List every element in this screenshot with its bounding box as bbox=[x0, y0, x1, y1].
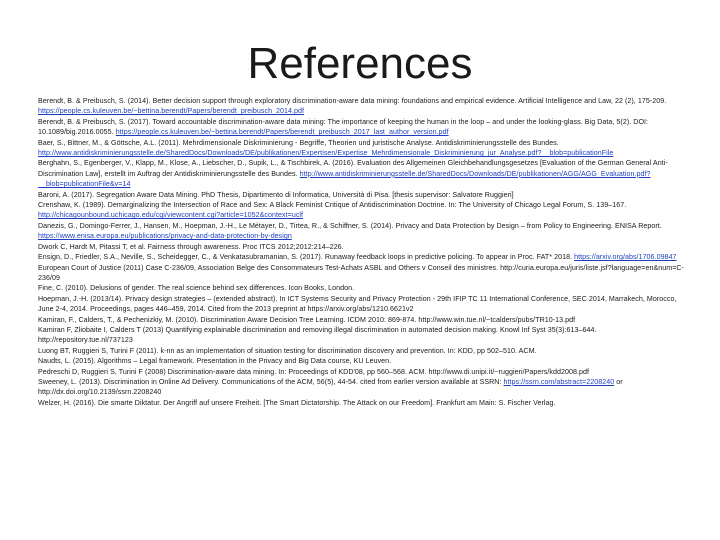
reference-item bbox=[38, 283, 688, 293]
reference-text: Naudts, L. (2015). Algorithms – Legal framework. Presentation in the Privacy and Big Data course, KU Leuven. bbox=[38, 357, 392, 366]
reference-item bbox=[38, 356, 688, 366]
reference-link[interactable]: https://www.enisa.europa.eu/publications/privacy-and-data-protection-by-design bbox=[38, 232, 292, 241]
page-title: References bbox=[247, 39, 473, 88]
reference-text: Baer, S., Bittner, M., & Göttsche, A.L. (2011). Mehrdimensionale Diskriminierung - Begriffe, Theorien und juristische Analyse. Antidiskriminierungsstelle des Bundes. bbox=[38, 138, 559, 147]
reference-text: Crenshaw, K. (1989). Demarginalizing the Intersection of Race and Sex: A Black Feminist Critique of Antidiscrimination Doctrine. In: The University of Chicago Legal Forum, S. 139–167. bbox=[38, 201, 627, 210]
reference-text: Danezis, G., Domingo-Ferrer, J., Hansen, M., Hoepman, J.-H., Le Métayer, D., Tirtea, R., & Schiffner, S. (2014). Privacy and Data Protection by Design – from Policy to Engineering. ENISA Report. bbox=[38, 221, 662, 230]
reference-item bbox=[38, 294, 688, 315]
reference-item bbox=[38, 117, 688, 138]
reference-item bbox=[38, 252, 688, 262]
reference-text-tail: or http://dx.doi.org/10.2139/ssrn.2208240 bbox=[38, 377, 623, 397]
reference-text: Dwork C, Hardt M, Pitassi T, et al. Fairness through awareness. Proc ITCS 2012;2012:214–226. bbox=[38, 242, 344, 251]
reference-text: Berghahn, S., Egenberger, V., Klapp, M., Klose, A., Liebscher, D., Supik, L., & Tischbirek, A. (2016). Evaluation des Allgemeinen Gleichbehandlungsgesetzes [Evaluation of the German General Anti-Discrimination Law], erstellt im Auftrag der Antidiskriminierungsstelle des Bundes. bbox=[38, 159, 668, 178]
reference-link[interactable]: https://people.cs.kuleuven.be/~bettina.berendt/Papers/berendt_preibusch_2014.pdf bbox=[38, 107, 305, 116]
reference-item bbox=[38, 96, 688, 117]
reference-item bbox=[38, 190, 688, 200]
reference-item bbox=[38, 263, 688, 284]
reference-text: Hoepman, J.-H. (2013/14). Privacy design strategies – (extended abstract). In ICT Systems Security and Privacy Protection - 29th IFIP TC 11 International Conference, SEC 2014, Marrakech, Morocco, June 2-4, 2014. Proceedings, pages 446–459, 2014. Cited from the 2013 preprint at https://arxiv.org/abs/1210.6621v2 bbox=[38, 294, 677, 314]
reference-item bbox=[38, 158, 688, 189]
reference-text: Kamiran, F., Calders, T., & Pechenizkiy, M. (2010). Discrimination Aware Decision Tree Learning. ICDM 2010: 869-874. http://www.win.tue.nl/~tcalders/pubs/TR10-13.pdf bbox=[38, 315, 576, 324]
reference-item bbox=[38, 377, 688, 398]
reference-link[interactable]: http://chicagounbound.uchicago.edu/cgi/viewcontent.cgi?article=1052&context=uclf bbox=[38, 211, 304, 220]
reference-link[interactable]: http://www.antidiskriminierungsstelle.de/SharedDocs/Downloads/DE/publikationen/Expertisen/Expertise_Mehrdimensionale_Diskriminierung_jur_Analyse.pdf?__blob=publicationFile bbox=[38, 149, 614, 158]
reference-text: European Court of Justice (2011) Case C-236/09, Association Belge des Consommateurs Test-Achats ASBL and Others v Conseil des ministres. http://curia.europa.eu/juris/liste.jsf?language=en&num=C-236/09 bbox=[38, 263, 684, 282]
reference-text: Baroni, A. (2017). Segregation Aware Data Mining. PhD Thesis, Dipartimento di Informatica, Università di Pisa. [thesis supervisor: Salvatore Ruggieri] bbox=[38, 190, 514, 199]
reference-item bbox=[38, 315, 688, 325]
reference-link[interactable]: https://people.cs.kuleuven.be/~bettina.berendt/Papers/berendt_preibusch_2017_last_author_version.pdf bbox=[115, 128, 449, 137]
reference-item bbox=[38, 221, 688, 242]
reference-item bbox=[38, 200, 688, 221]
reference-item bbox=[38, 242, 688, 252]
reference-item bbox=[38, 346, 688, 356]
reference-text: Sweeney, L. (2013). Discrimination in Online Ad Delivery. Communications of the ACM, 56(5), 44-54. cited from earlier version available at SSRN: bbox=[38, 377, 504, 386]
reference-text: Kamiran F, Zliobaite I, Calders T (2013) Quantifying explainable discrimination and removing illegal discrimination in automated decision making. Knowl Inf Syst 35(3):613–644. http://repository.tue.nl/737123 bbox=[38, 325, 597, 345]
reference-text: Berendt, B. & Preibusch, S. (2014). Better decision support through exploratory discrimination-aware data mining: foundations and empirical evidence. Artificial Intelligence and Law, 22 (2), 175-209. bbox=[38, 97, 667, 105]
reference-text: Berendt, B. & Preibusch, S. (2017). Toward accountable discrimination-aware data mining: The importance of keeping the human in the loop – and under the looking-glass. Big Data, 5(2). DOI: 10.1089/big.2016.0055. bbox=[38, 117, 649, 137]
reference-link[interactable]: https://ssrn.com/abstract=2208240 bbox=[503, 377, 615, 386]
reference-text: Ensign, D., Friedler, S.A., Neville, S., Scheidegger, C., & Venkatasubramanian, S. (2017). Runaway feedback loops in predictive policing. To appear in Proc. FAT* 2018. bbox=[38, 253, 575, 262]
reference-item bbox=[38, 367, 688, 377]
reference-link[interactable]: http://www.antidiskriminierungsstelle.de/SharedDocs/Downloads/DE/publikationen/AGG/AGG_Evaluation.pdf?__blob=publicationFile&v=14 bbox=[38, 169, 651, 189]
reference-text: Luong BT, Ruggieri S, Turini F (2011). k-nn as an implementation of situation testing for discrimination discovery and prevention. In: KDD, pp 502–510. ACM. bbox=[38, 346, 537, 355]
reference-text: Fine, C. (2010). Delusions of gender. The real science behind sex differences. Icon Books, London. bbox=[38, 284, 355, 293]
reference-list bbox=[38, 96, 688, 408]
reference-item bbox=[38, 138, 688, 159]
reference-item bbox=[38, 398, 688, 408]
reference-text: Pedreschi D, Ruggieri S, Turini F (2008) Discrimination-aware data mining. In: Proceedings of KDD'08, pp 560–568. ACM. http://www.di.unipi.it/~ruggieri/Papers/kdd2008.pdf bbox=[38, 367, 590, 376]
reference-item bbox=[38, 325, 688, 346]
reference-link[interactable]: https://arxiv.org/abs/1706.09847 bbox=[574, 253, 677, 262]
reference-text: Welzer, H. (2016). Die smarte Diktatur. Der Angriff auf unsere Freiheit. [The Smart Dictatorship. The Attack on our Freedom]. Frankfurt am Main: S. Fischer Verlag. bbox=[38, 398, 556, 407]
